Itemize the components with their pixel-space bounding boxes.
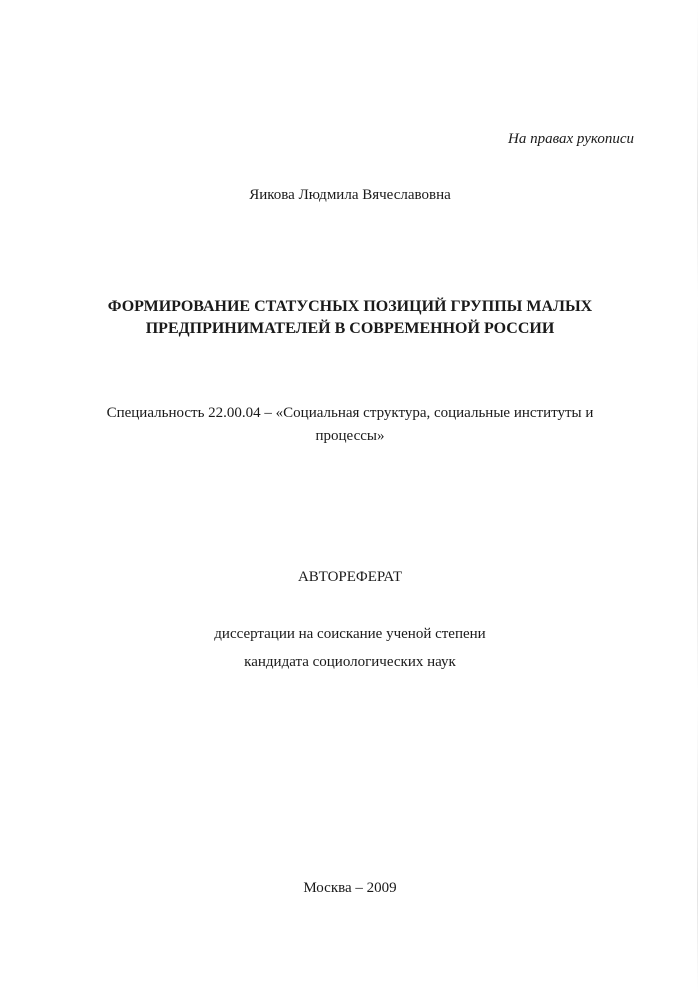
place-year: Москва – 2009: [303, 880, 397, 896]
title-line-2: ПРЕДПРИНИМАТЕЛЕЙ В СОВРЕМЕННОЙ РОССИИ: [145, 320, 555, 337]
specialty: [0, 402, 700, 448]
scan-edge-shadow: [697, 0, 698, 993]
specialty-line-1: Специальность 22.00.04 – «Социальная структура, социальные институты и: [106, 405, 594, 421]
title-line-1: ФОРМИРОВАНИЕ СТАТУСНЫХ ПОЗИЦИЙ ГРУППЫ МАЛЫХ: [107, 298, 593, 315]
rights-note: На правах рукописи: [508, 131, 634, 147]
degree-line-1: диссертации на соискание ученой степени: [214, 626, 486, 642]
dissertation-title: [0, 296, 700, 340]
author-name: Яикова Людмила Вячеславовна: [249, 187, 451, 203]
specialty-line-2: процессы»: [315, 428, 385, 444]
degree-line-2: кандидата социологических наук: [244, 654, 456, 670]
document-type-label: АВТОРЕФЕРАТ: [297, 569, 403, 585]
